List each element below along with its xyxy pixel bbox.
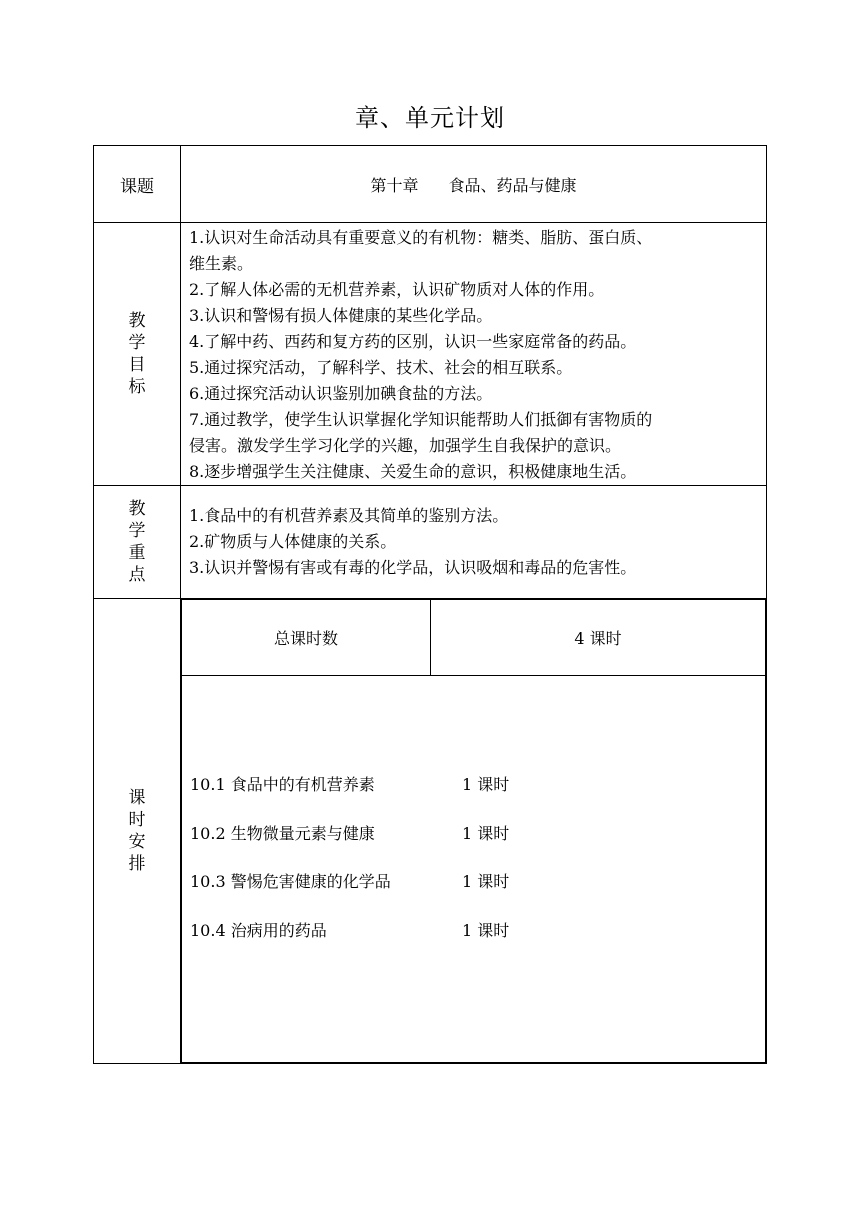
goal-line: 2.了解人体必需的无机营养素，认识矿物质对人体的作用。	[189, 280, 605, 299]
keys-cell	[181, 486, 767, 599]
lesson-name: 10.3 警惕危害健康的化学品	[190, 872, 391, 891]
topic-row	[94, 146, 767, 223]
schedule-row	[94, 599, 767, 1064]
list-item	[190, 871, 765, 920]
goal-line: 5.通过探究活动，了解科学、技术、社会的相互联系。	[189, 358, 573, 377]
chapter-number: 第十章	[370, 175, 419, 195]
keys-label-char: 学	[128, 521, 146, 541]
goal-line: 1.认识对生命活动具有重要意义的有机物：糖类、脂肪、蛋白质、	[189, 228, 653, 247]
lesson-hours: 1 课时	[462, 823, 510, 843]
goals-cell	[181, 223, 767, 486]
schedule-label-char: 时	[128, 810, 146, 830]
goal-line: 6.通过探究活动认识鉴别加碘食盐的方法。	[189, 384, 493, 403]
list-item	[190, 774, 765, 823]
schedule-cell	[181, 599, 767, 1064]
goals-label-char: 目	[128, 355, 146, 375]
list-item	[190, 823, 765, 872]
lesson-hours: 1 课时	[462, 920, 510, 940]
goal-line: 3.认识和警惕有损人体健康的某些化学品。	[189, 306, 493, 325]
unit-plan-table	[93, 145, 767, 1064]
key-line: 2.矿物质与人体健康的关系。	[189, 532, 397, 551]
total-hours-label: 总课时数	[182, 600, 431, 676]
lessons-cell	[182, 676, 766, 1063]
keys-label	[94, 486, 181, 599]
schedule-label-char: 排	[128, 854, 146, 874]
keys-label-char: 重	[128, 543, 146, 563]
page-title: 章、单元计划	[355, 104, 505, 132]
chapter-name: 食品、药品与健康	[448, 175, 577, 195]
lesson-hours: 1 课时	[462, 872, 510, 891]
goals-label-char: 教	[128, 311, 146, 331]
lesson-name: 10.4 治病用的药品	[190, 920, 327, 940]
total-hours-row	[182, 600, 766, 676]
topic-cell	[181, 146, 767, 223]
goals-list	[181, 223, 766, 485]
schedule-label-char: 课	[128, 788, 146, 808]
goals-label-char: 标	[128, 377, 146, 397]
schedule-label	[94, 599, 181, 1064]
goal-line: 侵害。激发学生学习化学的兴趣，加强学生自我保护的意识。	[189, 436, 622, 455]
key-line: 1.食品中的有机营养素及其简单的鉴别方法。	[189, 506, 509, 525]
goals-row	[94, 223, 767, 486]
lesson-name: 10.1 食品中的有机营养素	[190, 775, 375, 794]
goal-line: 7.通过教学，使学生认识掌握化学知识能帮助人们抵御有害物质的	[189, 410, 653, 429]
goals-label-char: 学	[128, 333, 146, 353]
keys-list	[181, 503, 766, 581]
schedule-table	[181, 599, 766, 1063]
goal-line: 4.了解中药、西药和复方药的区别，认识一些家庭常备的药品。	[189, 332, 637, 351]
lessons-list	[182, 770, 765, 968]
goal-line: 8.逐步增强学生关注健康、关爱生命的意识，积极健康地生活。	[189, 462, 637, 481]
lesson-name: 10.2 生物微量元素与健康	[190, 823, 375, 843]
list-item	[190, 920, 765, 969]
goals-label	[94, 223, 181, 486]
goal-line: 维生素。	[189, 254, 254, 273]
keys-label-char: 点	[128, 565, 146, 585]
key-line: 3.认识并警惕有害或有毒的化学品，认识吸烟和毒品的危害性。	[189, 558, 637, 577]
keys-label-char: 教	[128, 499, 146, 519]
total-hours-value: 4 课时	[431, 600, 766, 676]
topic-label: 课题	[94, 146, 181, 223]
schedule-label-char: 安	[128, 832, 146, 852]
lesson-hours: 1 课时	[462, 775, 510, 794]
keys-row	[94, 486, 767, 599]
